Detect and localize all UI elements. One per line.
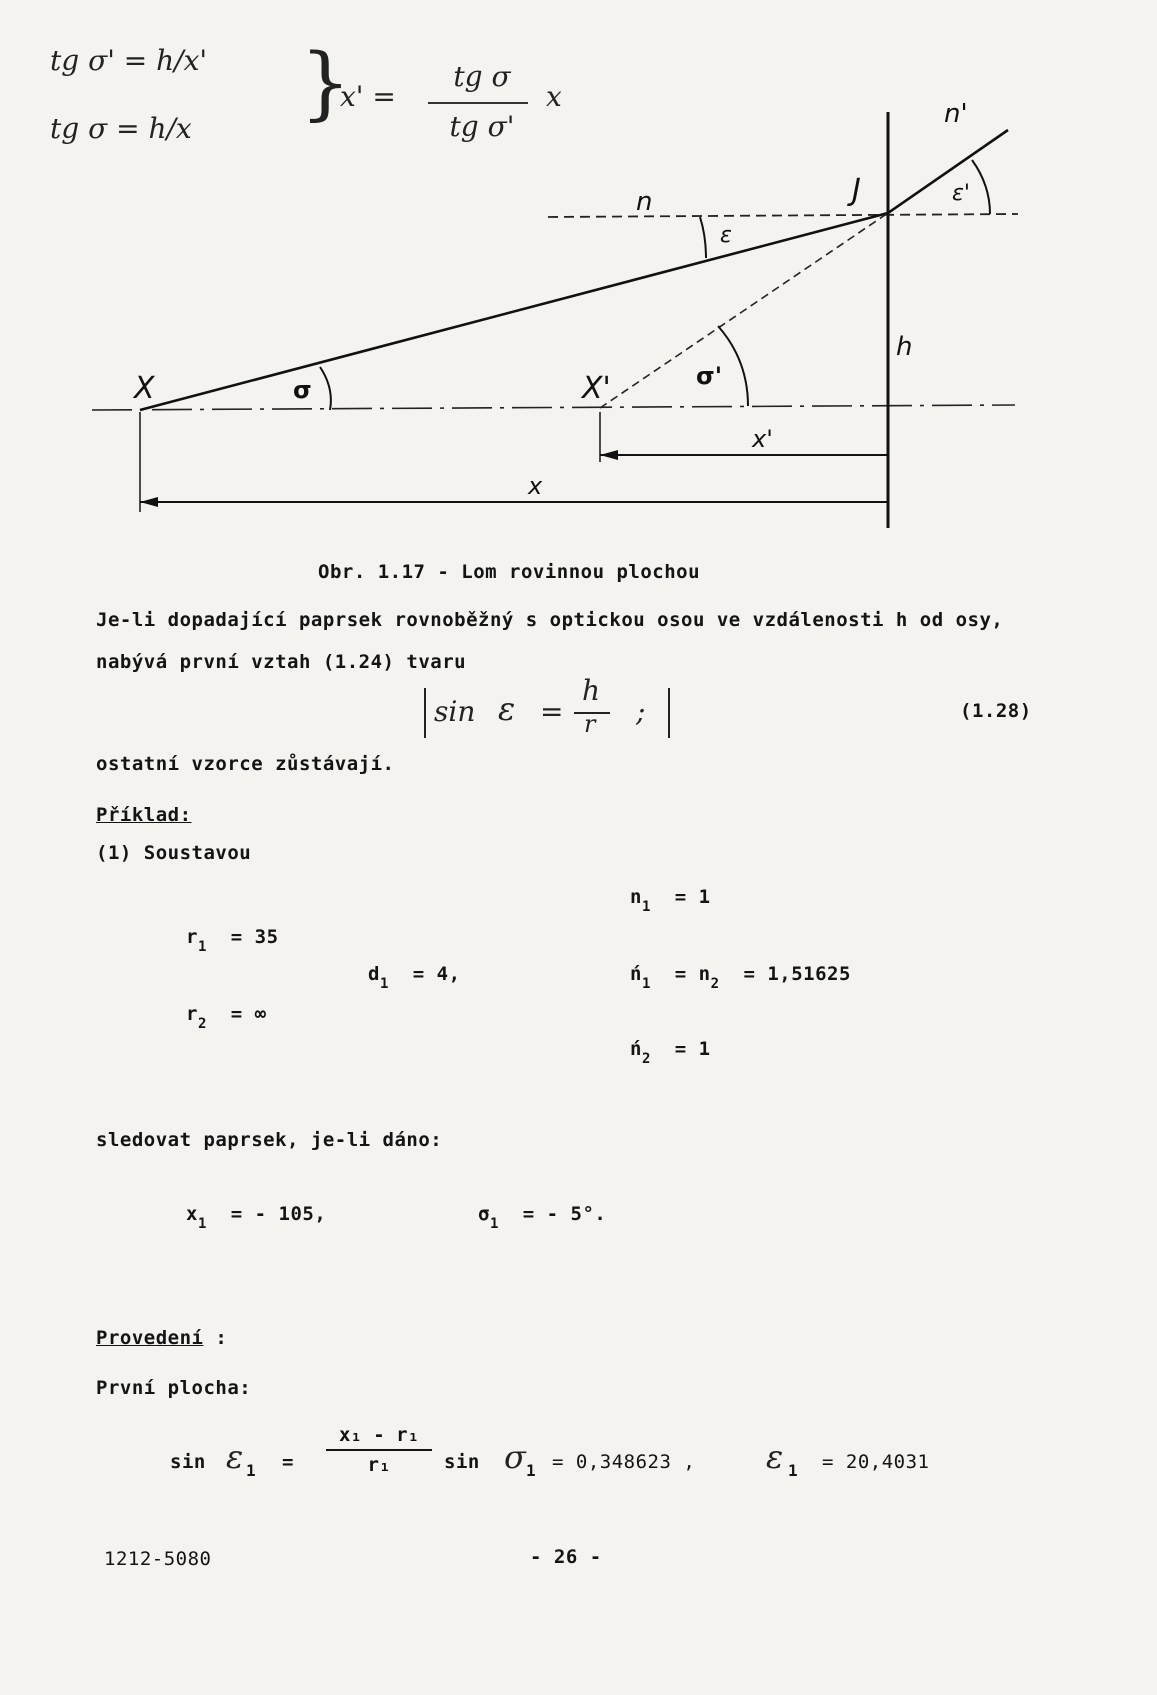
param-r2-value: = ∞ xyxy=(230,1003,267,1025)
calc-eps-2-sub: 1 xyxy=(788,1461,799,1480)
param-r2-label: r xyxy=(186,1003,198,1025)
label-Xp: X' xyxy=(582,371,611,406)
angle-sigma-arc xyxy=(320,367,331,410)
figure-caption: Obr. 1.17 - Lom rovinnou plochou xyxy=(318,561,701,583)
label-xp: x' xyxy=(752,425,773,453)
param-n1-prime xyxy=(630,963,851,992)
handwritten-result-x: x xyxy=(546,80,562,113)
param-n1p-mid: = n xyxy=(674,963,711,985)
equation-sin: sin xyxy=(434,695,476,728)
given-sigma1 xyxy=(478,1203,607,1232)
param-r1-label: r xyxy=(186,926,198,948)
param-r1-sub: 1 xyxy=(197,939,207,955)
label-X: X xyxy=(134,371,155,406)
equation-left-bar xyxy=(424,688,426,738)
handwritten-line-1: tg σ' = h/x' xyxy=(50,44,208,77)
param-n1p-mid-sub: 2 xyxy=(710,976,720,992)
param-n1p-label: ń xyxy=(630,963,642,985)
calc-fraction xyxy=(326,1424,432,1476)
param-n2p-sub: 2 xyxy=(641,1051,651,1067)
handwritten-brace: } xyxy=(300,36,351,129)
calc-eps: ε xyxy=(226,1438,244,1476)
calc-fraction-numerator: x₁ - r₁ xyxy=(338,1424,420,1446)
label-eps: ε xyxy=(720,223,732,248)
handwritten-result-den: tg σ' xyxy=(449,110,515,143)
example-heading: Příklad: xyxy=(96,804,192,826)
param-n1-value: = 1 xyxy=(674,886,711,908)
page-number: - 26 - xyxy=(530,1546,602,1568)
calc-equals: = xyxy=(282,1451,294,1473)
calc-eps-2: ε xyxy=(766,1438,784,1476)
paragraph-1-line-2: nabývá první vztah (1.24) tvaru xyxy=(96,651,467,673)
follow-ray-text: sledovat paprsek, je-li dáno: xyxy=(96,1129,443,1151)
example-item-1: (1) Soustavou xyxy=(96,842,252,864)
param-d1-label: d xyxy=(368,963,380,985)
equation-semicolon: ; xyxy=(636,695,646,728)
optical-axis xyxy=(92,405,1015,410)
handwritten-line-2: tg σ = h/x xyxy=(50,112,192,145)
calc-value: = 0,348623 , xyxy=(552,1451,696,1473)
label-h: h xyxy=(896,332,913,362)
label-sigma: σ xyxy=(293,376,312,404)
given-x1-sub: 1 xyxy=(197,1216,207,1232)
equation-denominator: r xyxy=(584,710,596,738)
equation-right-bar xyxy=(668,688,670,738)
calc-fraction-bar xyxy=(326,1449,432,1451)
equation-number: (1.28) xyxy=(960,700,1032,722)
calc-sin-2: sin xyxy=(444,1451,480,1473)
dim-xprime-arrow xyxy=(600,450,618,460)
calc-eps-2-value: = 20,4031 xyxy=(822,1451,930,1473)
handwritten-result-lhs: x' = xyxy=(340,80,396,113)
param-n2p-value: = 1 xyxy=(674,1038,711,1060)
given-sigma1-sub: 1 xyxy=(489,1216,499,1232)
label-np: n' xyxy=(944,99,968,129)
calc-sin: sin xyxy=(170,1451,206,1473)
equation-equals: = xyxy=(540,695,564,728)
footer-code: 1212-5080 xyxy=(104,1548,212,1570)
paragraph-2: ostatní vzorce zůstávají. xyxy=(96,753,395,775)
param-r1-value: = 35 xyxy=(230,926,279,948)
given-x1-value: = - 105, xyxy=(230,1203,327,1225)
label-sigmap: σ' xyxy=(696,362,723,390)
equation-eps: ε xyxy=(498,690,516,728)
calc-sigma-sub: 1 xyxy=(526,1461,537,1480)
normal-line-dashed xyxy=(548,214,1018,217)
param-n2-prime xyxy=(630,1038,711,1067)
param-d1 xyxy=(368,963,461,992)
given-x1 xyxy=(186,1203,327,1232)
angle-sigma-prime-arc xyxy=(718,326,748,406)
param-r1 xyxy=(186,926,279,955)
execution-heading-label: Provedení xyxy=(96,1327,204,1349)
param-d1-value: = 4, xyxy=(412,963,461,985)
param-r2-sub: 2 xyxy=(197,1016,207,1032)
equation-numerator: h xyxy=(582,674,601,707)
label-epsp: ε' xyxy=(952,181,970,206)
handwritten-result-num: tg σ xyxy=(453,60,511,93)
given-sigma1-value: = - 5°. xyxy=(522,1203,607,1225)
incident-ray xyxy=(140,213,888,410)
calc-eps-sub: 1 xyxy=(246,1461,257,1480)
param-r2 xyxy=(186,1003,267,1032)
param-n1-sub: 1 xyxy=(641,899,651,915)
param-n1p-sub: 1 xyxy=(641,976,651,992)
paragraph-1-line-1: Je-li dopadající paprsek rovnoběžný s optickou osou ve vzdálenosti h od osy, xyxy=(96,609,1004,631)
param-n1 xyxy=(630,886,711,915)
refraction-figure xyxy=(0,0,1157,540)
dim-x-arrow xyxy=(140,497,158,507)
param-d1-sub: 1 xyxy=(379,976,389,992)
param-n1p-value: = 1,51625 xyxy=(743,963,851,985)
angle-eps-prime-arc xyxy=(972,160,990,214)
given-x1-label: x xyxy=(186,1203,198,1225)
execution-heading-colon: : xyxy=(215,1327,228,1349)
given-sigma1-label: σ xyxy=(478,1203,490,1225)
execution-heading xyxy=(96,1327,227,1349)
first-surface-heading: První plocha: xyxy=(96,1377,252,1399)
param-n1-label: n xyxy=(630,886,642,908)
label-x: x xyxy=(528,472,543,500)
calc-fraction-denominator: r₁ xyxy=(367,1454,391,1476)
param-n2p-label: ń xyxy=(630,1038,642,1060)
label-n: n xyxy=(636,187,653,217)
virtual-ray-dashed xyxy=(600,213,888,408)
calc-sigma: σ xyxy=(504,1438,526,1476)
angle-eps-arc xyxy=(700,217,706,258)
label-J: J xyxy=(852,173,861,208)
